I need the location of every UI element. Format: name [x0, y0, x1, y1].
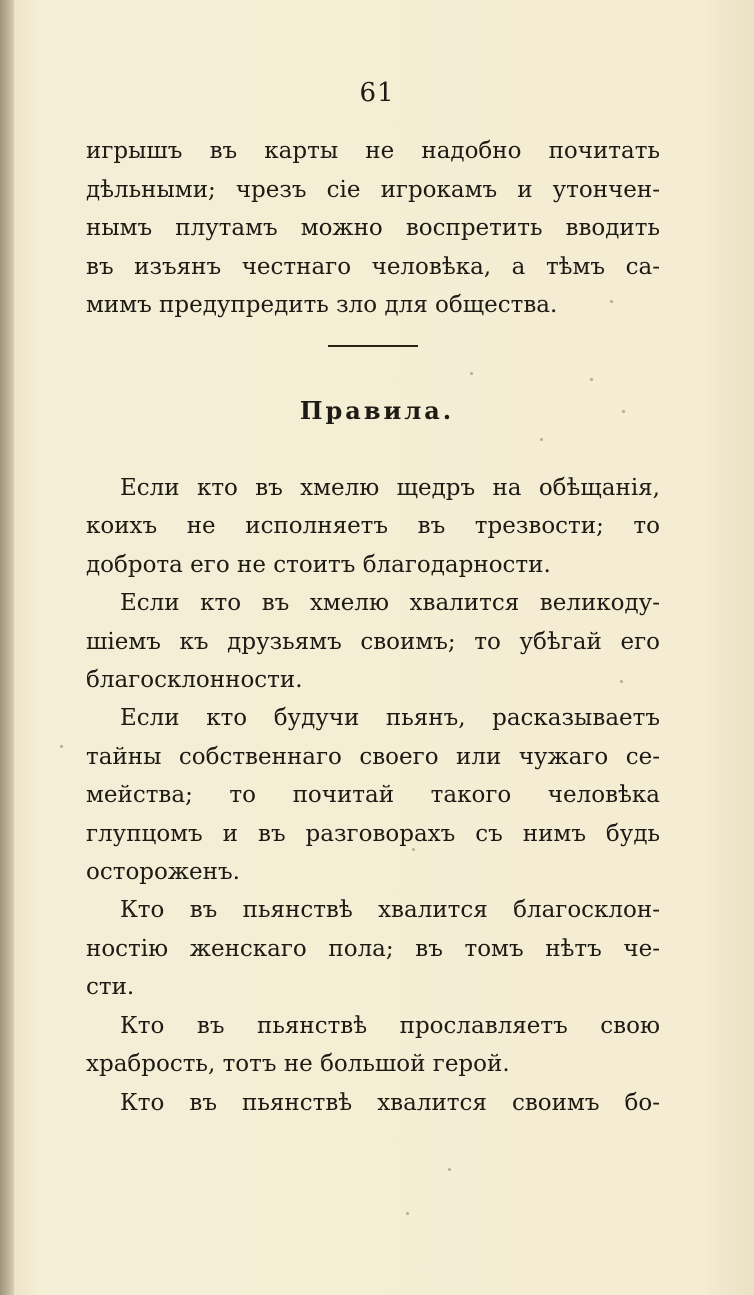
text-line: дѣльными; чрезъ сіе игрокамъ и утончен-: [86, 177, 660, 203]
rule-line: Кто въ пьянствѣ прославляетъ свою: [120, 1013, 660, 1039]
rule-line: благосклонности.: [86, 667, 303, 693]
rule-line: ностію женскаго пола; въ томъ нѣтъ че-: [86, 936, 660, 962]
section-divider: [328, 345, 418, 347]
rule-line: глупцомъ и въ разговорахъ съ нимъ будь: [86, 821, 660, 847]
rule-line: Если кто въ хмелю хвалится великоду-: [120, 590, 660, 616]
rule-line: Кто въ пьянствѣ хвалится своимъ бо-: [120, 1090, 660, 1116]
text-line: нымъ плутамъ можно воспретить вводить: [86, 215, 660, 241]
rule-line: остороженъ.: [86, 859, 240, 885]
rule-line: мейства; то почитай такого человѣка: [86, 782, 660, 808]
section-heading: Правила.: [299, 396, 455, 425]
rule-line: Кто въ пьянствѣ хвалится благосклон-: [120, 897, 660, 923]
rule-line: Если кто въ хмелю щедръ на обѣщанія,: [120, 475, 660, 501]
page-number: 61: [359, 78, 395, 108]
rule-line: коихъ не исполняетъ въ трезвости; то: [86, 513, 660, 539]
rule-line: доброта его не стоитъ благодарности.: [86, 552, 551, 578]
text-line: мимъ предупредить зло для общества.: [86, 292, 558, 318]
rule-line: Если кто будучи пьянъ, расказываетъ: [120, 705, 660, 731]
text-line: въ изъянъ честнаго человѣка, а тѣмъ са-: [86, 254, 660, 280]
text-line: игрышъ въ карты не надобно почитать: [86, 138, 660, 164]
rule-line: тайны собственнаго своего или чужаго се-: [86, 744, 660, 770]
rule-line: шіемъ къ друзьямъ своимъ; то убѣгай его: [86, 629, 660, 655]
rule-line: сти.: [86, 974, 135, 1000]
book-spine-shadow: [0, 0, 14, 1295]
rule-line: храбрость, тотъ не большой герой.: [86, 1051, 510, 1077]
